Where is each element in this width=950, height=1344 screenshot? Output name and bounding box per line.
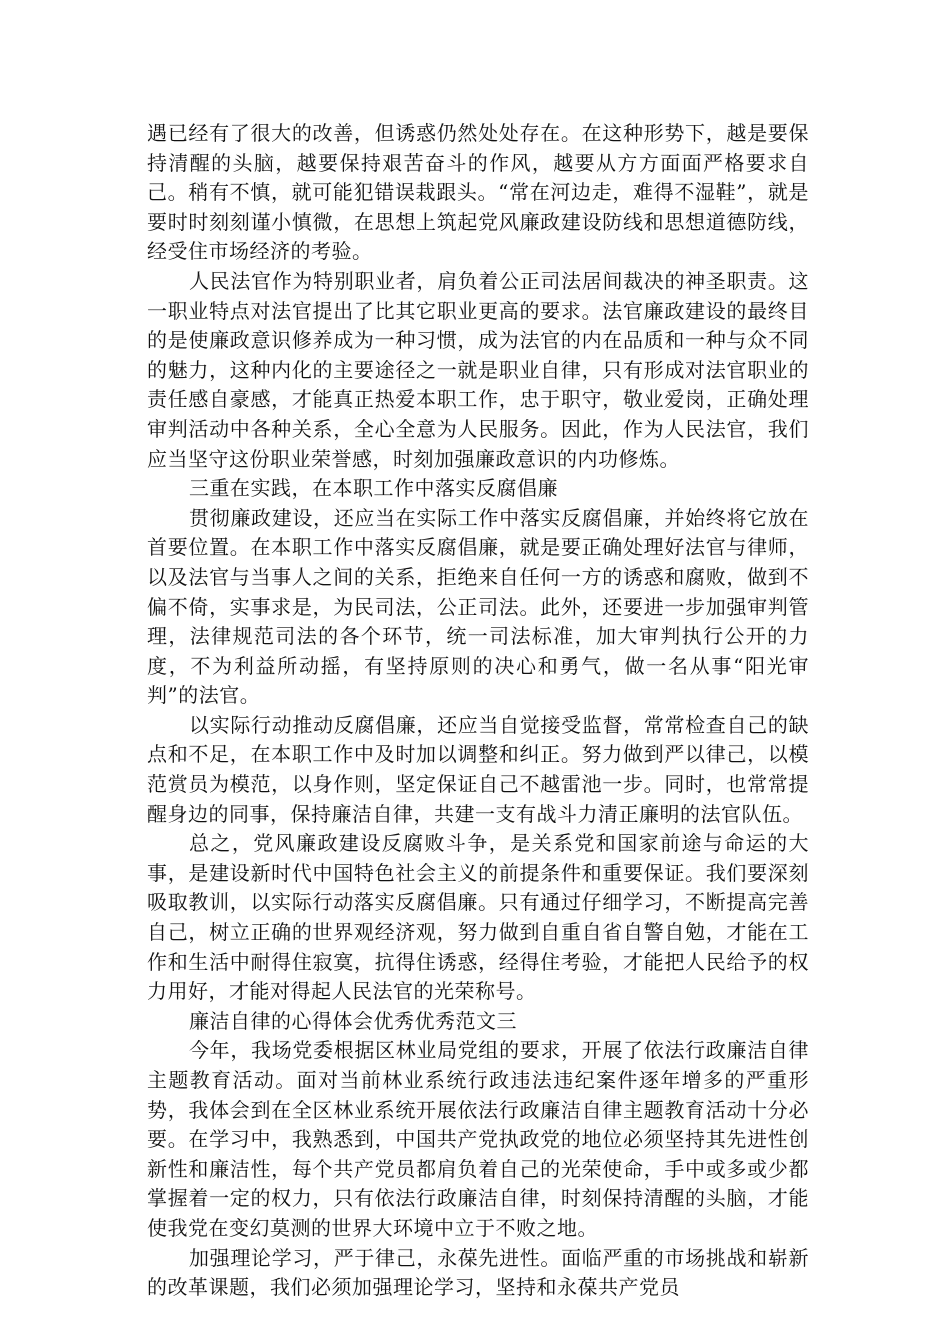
paragraph: 贯彻廉政建设，还应当在实际工作中落实反腐倡廉，并始终将它放在首要位置。在本职工作中落实反腐倡廉，就是要正确处理好法官与律师，以及法官与当事人之间的关系，拒绝来自任何一方的诱惑和腐败，做到不偏不倚，实事求是，为民司法，公正司法。此外，还要进一步加强审判管理，法律规范司法的各个环节，统一司法标准，加大审判执行公开的力度，不为利益所动摇，有坚持原则的决心和勇气，做一名从事“阳光审判”的法官。 [147, 505, 809, 708]
article-heading: 廉洁自律的心得体会优秀优秀范文三 [189, 1008, 517, 1033]
paragraph-continuation: 遇已经有了很大的改善，但诱惑仍然处处存在。在这种形势下，越是要保持清醒的头脑，越要保持艰苦奋斗的作风，越要从方方面面严格要求自己。稍有不慎，就可能犯错误栽跟头。“常在河边走，难得不湿鞋”，就是要时时刻刻谨小慎微，在思想上筑起党风廉政建设防线和思想道德防线，经受住市场经济的考验。 [147, 121, 809, 264]
document-body [147, 119, 809, 1303]
paragraph: 总之，党风廉政建设反腐败斗争，是关系党和国家前途与命运的大事，是建设新时代中国特色社会主义的前提条件和重要保证。我们要深刻吸取教训，以实际行动落实反腐倡廉。只有通过仔细学习，不断提高完善自己，树立正确的世界观经济观，努力做到自重自省自警自勉，才能在工作和生活中耐得住寂寞，抗得住诱惑，经得住考验，才能把人民给予的权力用好，才能对得起人民法官的光荣称号。 [147, 831, 809, 1004]
paragraph: 以实际行动推动反腐倡廉，还应当自觉接受监督，常常检查自己的缺点和不足，在本职工作中及时加以调整和纠正。努力做到严以律己，以模范赏员为模范，以身作则，坚定保证自己不越雷池一步。同时，也常常提醒身边的同事，保持廉洁自律，共建一支有战斗力清正廉明的法官队伍。 [147, 712, 809, 826]
paragraph: 人民法官作为特别职业者，肩负着公正司法居间裁决的神圣职责。这一职业特点对法官提出了比其它职业更高的要求。法官廉政建设的最终目的是使廉政意识修养成为一种习惯，成为法官的内在品质和一种与众不同的魅力，这种内化的主要途径之一就是职业自律，只有形成对法官职业的责任感自豪感，才能真正热爱本职工作，忠于职守，敬业爱岗，正确处理审判活动中各种关系，全心全意为人民服务。因此，作为人民法官，我们应当坚守这份职业荣誉感，时刻加强廉政意识的内功修炼。 [147, 268, 809, 471]
paragraph: 今年，我场党委根据区林业局党组的要求，开展了依法行政廉洁自律主题教育活动。面对当前林业系统行政违法违纪案件逐年增多的严重形势，我体会到在全区林业系统开展依法行政廉洁自律主题教育活动十分必要。在学习中，我熟悉到，中国共产党执政党的地位必须坚持其先进性创新性和廉洁性，每个共产党员都肩负着自己的光荣使命，手中或多或少都掌握着一定的权力，只有依法行政廉洁自律，时刻保持清醒的头脑，才能使我党在变幻莫测的世界大环境中立于不败之地。 [147, 1038, 809, 1240]
section-heading: 三重在实践，在本职工作中落实反腐倡廉 [189, 476, 558, 501]
paragraph: 加强理论学习，严于律己，永葆先进性。面临严重的市场挑战和崭新的改革课题，我们必须加强理论学习，坚持和永葆共产党员 [147, 1245, 809, 1300]
